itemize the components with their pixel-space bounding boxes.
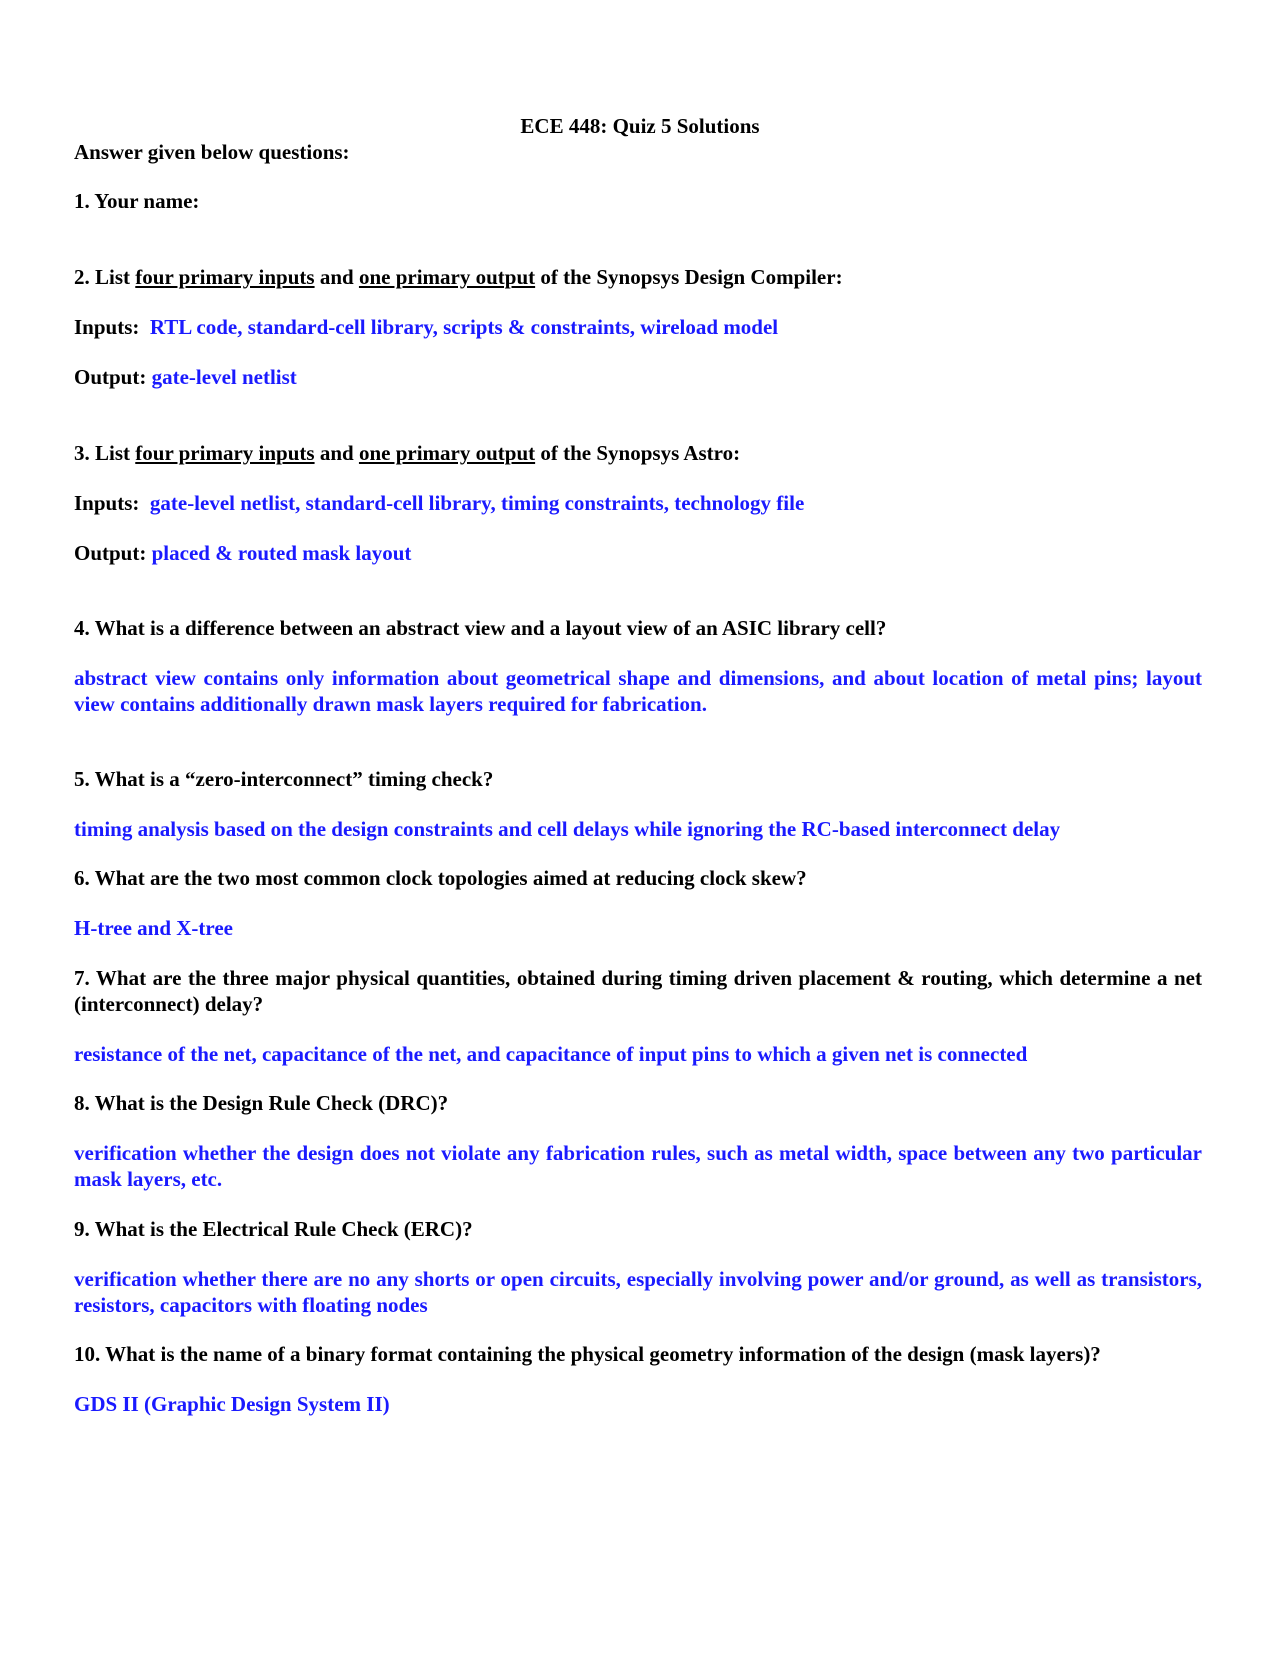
- q2-output-answer: gate-level netlist: [151, 365, 297, 389]
- q5-answer: timing analysis based on the design constraints and cell delays while ignoring the RC-based interconnect delay: [74, 817, 1061, 841]
- question-2: 2. List four primary inputs and one primary output of the Synopsys Design Compiler:: [74, 265, 843, 289]
- question-3: 3. List four primary inputs and one primary output of the Synopsys Astro:: [74, 441, 741, 465]
- q3-output: Output: placed & routed mask layout: [74, 541, 412, 565]
- question-4: 4. What is a difference between an abstract view and a layout view of an ASIC library cell?: [74, 616, 887, 640]
- question-9: 9. What is the Electrical Rule Check (ERC)?: [74, 1217, 473, 1241]
- q3-inputs-answer: gate-level netlist, standard-cell library, timing constraints, technology file: [149, 491, 805, 515]
- q6-answer: H-tree and X-tree: [74, 916, 233, 940]
- question-7: 7. What are the three major physical quantities, obtained during timing driven placement & routing, which determine a net (interconnect) delay?: [74, 966, 1202, 1016]
- q4-answer: abstract view contains only information about geometrical shape and dimensions, and about location of metal pins; layout view contains additionally drawn mask layers required for fabrication.: [74, 666, 1202, 716]
- q3-output-answer: placed & routed mask layout: [151, 541, 412, 565]
- q7-answer: resistance of the net, capacitance of the net, and capacitance of input pins to which a given net is connected: [74, 1042, 1028, 1066]
- question-10: 10. What is the name of a binary format containing the physical geometry information of the design (mask layers)?: [74, 1342, 1101, 1366]
- q2-output: Output: gate-level netlist: [74, 365, 297, 389]
- question-6: 6. What are the two most common clock topologies aimed at reducing clock skew?: [74, 866, 807, 890]
- q8-answer: verification whether the design does not violate any fabrication rules, such as metal width, space between any two particular mask layers, etc.: [74, 1141, 1202, 1191]
- q10-answer: GDS II (Graphic Design System II): [74, 1392, 390, 1416]
- question-5: 5. What is a “zero-interconnect” timing check?: [74, 767, 494, 791]
- question-1: 1. Your name:: [74, 189, 200, 213]
- document-title: ECE 448: Quiz 5 Solutions: [520, 114, 760, 138]
- q9-answer: verification whether there are no any shorts or open circuits, especially involving power and/or ground, as well as transistors, resistors, capacitors with floating nodes: [74, 1267, 1202, 1317]
- q3-inputs: Inputs: gate-level netlist, standard-cell library, timing constraints, technology file: [74, 491, 805, 515]
- question-8: 8. What is the Design Rule Check (DRC)?: [74, 1091, 449, 1115]
- q2-inputs: Inputs: RTL code, standard-cell library, scripts & constraints, wireload model: [74, 315, 779, 339]
- intro-text: Answer given below questions:: [74, 140, 350, 164]
- q2-inputs-answer: RTL code, standard-cell library, scripts & constraints, wireload model: [149, 315, 779, 339]
